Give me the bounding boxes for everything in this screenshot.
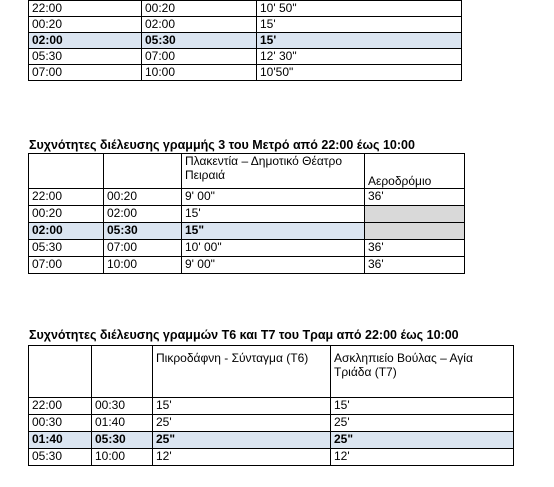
table-row — [29, 1, 462, 17]
table-cell: 9' 00" — [182, 189, 365, 206]
table-cell: 05:30 — [104, 223, 182, 240]
table-cell: 10'50" — [257, 65, 462, 81]
table-cell: 10' 00" — [182, 240, 365, 257]
table-cell: 02:00 — [29, 33, 142, 49]
table-header-cell: Ασκληπιείο Βούλας – Αγία Τριάδα (Τ7) — [331, 346, 514, 398]
table-cell: 22:00 — [29, 398, 92, 415]
table-cell: 00:20 — [29, 206, 104, 223]
table-cell: 00:20 — [29, 17, 142, 33]
table-cell: 05:30 — [142, 33, 257, 49]
table-cell: 36' — [365, 189, 465, 206]
table-row — [29, 257, 465, 274]
table-cell: 10:00 — [92, 449, 153, 466]
table-cell: 01:40 — [29, 432, 92, 449]
section-heading-tram: Συχνότητες διέλευσης γραμμών Τ6 και Τ7 του Τραμ από 22:00 έως 10:00 — [29, 328, 459, 342]
table-row — [29, 189, 465, 206]
table-row — [29, 240, 465, 257]
table-header-cell — [92, 346, 153, 398]
table-cell: 15' — [331, 398, 514, 415]
table-row — [29, 49, 462, 65]
table-header-row — [29, 346, 514, 398]
table-cell: 36' — [365, 240, 465, 257]
table-header-cell: Αεροδρόμιο — [365, 154, 465, 189]
table-row — [29, 398, 514, 415]
table-row-highlighted — [29, 432, 514, 449]
table-header-cell: Πικροδάφνη - Σύνταγμα (Τ6) — [153, 346, 331, 398]
table-cell: 15' — [257, 17, 462, 33]
table-row — [29, 449, 514, 466]
table-cell: 05:30 — [29, 449, 92, 466]
schedule-table-tram — [28, 345, 514, 466]
table-cell: 25' — [331, 415, 514, 432]
table-header-cell — [29, 346, 92, 398]
table-cell: 02:00 — [142, 17, 257, 33]
table-header-cell — [29, 154, 104, 189]
table-cell: 01:40 — [92, 415, 153, 432]
table-header-cell — [104, 154, 182, 189]
table-row — [29, 65, 462, 81]
table-cell: 07:00 — [142, 49, 257, 65]
table-cell: 02:00 — [104, 206, 182, 223]
table-row-highlighted — [29, 33, 462, 49]
table-cell: 07:00 — [104, 240, 182, 257]
table-cell-empty — [365, 223, 465, 240]
table-cell: 25" — [153, 432, 331, 449]
table-cell: 00:30 — [29, 415, 92, 432]
table-cell: 00:20 — [104, 189, 182, 206]
table-row — [29, 17, 462, 33]
schedule-table-metro — [28, 153, 465, 274]
table-cell: 15' — [153, 398, 331, 415]
table-cell: 15' — [257, 33, 462, 49]
table-cell: 00:20 — [142, 1, 257, 17]
table-cell: 05:30 — [29, 49, 142, 65]
table-cell: 9' 00" — [182, 257, 365, 274]
table-row — [29, 206, 465, 223]
table-cell: 12' 30" — [257, 49, 462, 65]
table-cell: 10' 50" — [257, 1, 462, 17]
section-heading-metro: Συχνότητες διέλευσης γραμμής 3 του Μετρό από 22:00 έως 10:00 — [29, 138, 415, 152]
table-cell: 05:30 — [92, 432, 153, 449]
table-cell: 05:30 — [29, 240, 104, 257]
table-row-highlighted — [29, 223, 465, 240]
table-cell: 36' — [365, 257, 465, 274]
schedule-table-1 — [28, 0, 462, 81]
table-cell: 15' — [182, 206, 365, 223]
table-cell: 22:00 — [29, 189, 104, 206]
table-cell: 07:00 — [29, 257, 104, 274]
table-cell: 10:00 — [104, 257, 182, 274]
table-cell: 07:00 — [29, 65, 142, 81]
table-cell: 25' — [153, 415, 331, 432]
table-cell: 15" — [182, 223, 365, 240]
table-cell: 12' — [153, 449, 331, 466]
table-header-row — [29, 154, 465, 189]
table-cell: 12' — [331, 449, 514, 466]
table-cell: 25" — [331, 432, 514, 449]
table-cell: 10:00 — [142, 65, 257, 81]
table-header-cell: Πλακεντία – Δημοτικό Θέατρο Πειραιά — [182, 154, 365, 189]
table-cell: 22:00 — [29, 1, 142, 17]
table-cell: 00:30 — [92, 398, 153, 415]
table-row — [29, 415, 514, 432]
table-cell-empty — [365, 206, 465, 223]
table-cell: 02:00 — [29, 223, 104, 240]
